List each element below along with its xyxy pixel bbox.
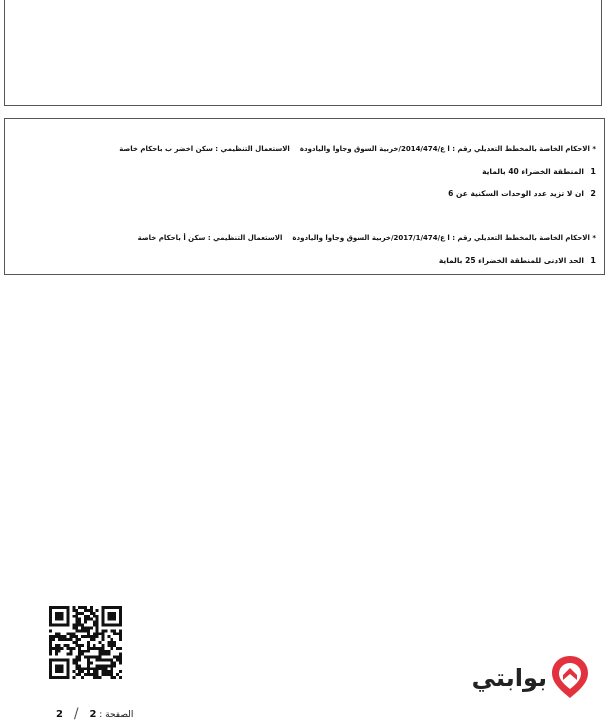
provision-item-number: 2 (590, 189, 596, 198)
brand-name: بوابتي (471, 664, 547, 692)
special-provisions-panel (4, 118, 605, 275)
provision-item (482, 167, 596, 176)
provisions-usage-1: الاستعمال التنظيمي : سكن اخضر ب باحكام خاصة (119, 145, 290, 153)
provision-item-number: 1 (590, 167, 596, 176)
page-separator: / (73, 706, 79, 722)
current-page: 2 (89, 709, 97, 720)
provision-item-text: المنطقة الخضراء 40 بالماية (482, 167, 584, 176)
provisions-header-2-text: * الاحكام الخاصة بالمخطط التعديلي رقم : ا ع/2017/1/474/خربية السوق وجاوا واليادودة (292, 234, 596, 242)
provisions-header-2 (138, 234, 596, 242)
brand-logo (462, 654, 592, 702)
provision-item (439, 256, 596, 265)
page-label: الصفحة : (99, 710, 134, 720)
total-pages: 2 (56, 709, 63, 720)
provision-item-text: ان لا تزيد عدد الوحدات السكنية عن 6 (448, 189, 584, 198)
provisions-header-1 (119, 145, 596, 153)
empty-top-panel (4, 0, 602, 106)
page-indicator (56, 705, 133, 721)
provisions-header-1-text: * الاحكام الخاصة بالمخطط التعديلي رقم : ا ع/2014/474/خربية السوق وجاوا واليادودة (299, 145, 596, 153)
provision-item-text: الحد الادنى للمنطقة الخضراء 25 بالماية (438, 256, 584, 265)
qr-code-icon (49, 606, 122, 679)
provision-item (448, 189, 596, 198)
provisions-usage-2: الاستعمال التنظيمي : سكن أ باحكام خاصة (137, 234, 283, 242)
provision-item-number: 1 (590, 256, 596, 265)
location-pin-icon (550, 654, 590, 700)
